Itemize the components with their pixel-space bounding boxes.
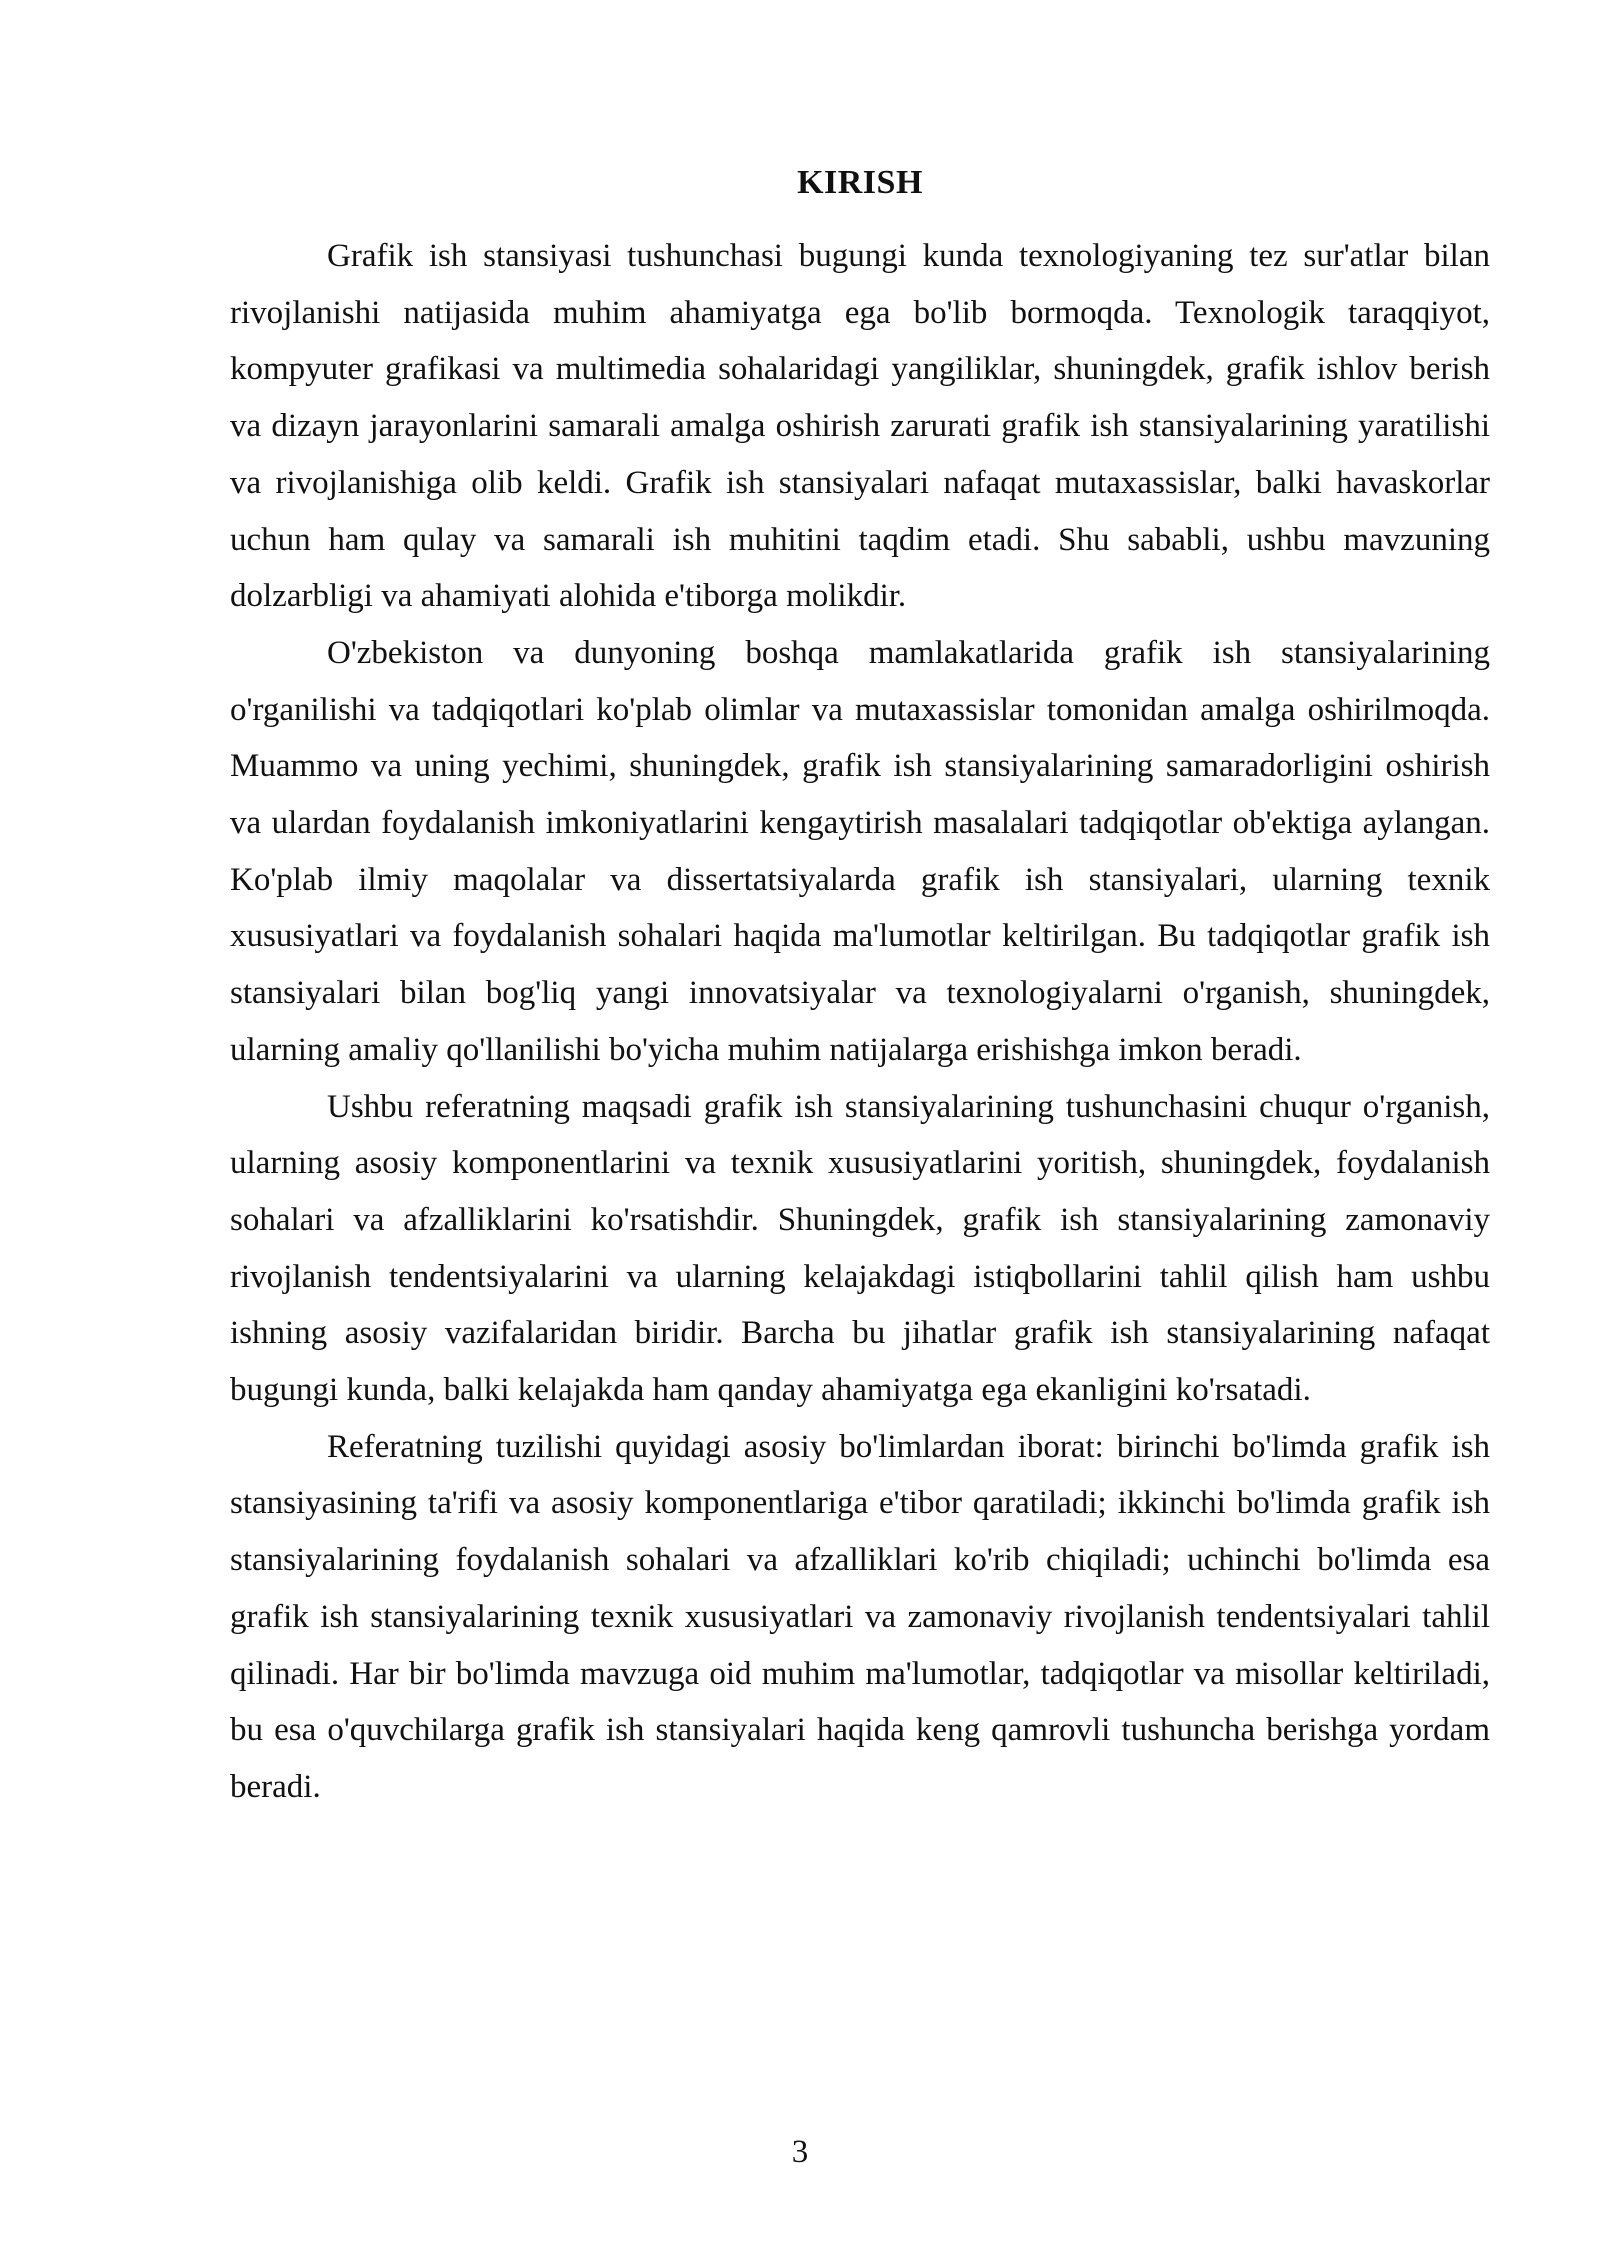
paragraph-2: O'zbekiston va dunyoning boshqa mamlakatlarida grafik ish stansiyalarining o'rganilishi va tadqiqotlari ko'plab olimlar va mutaxassislar tomonidan amalga oshirilmoqda. Muammo va uning yechimi, shuningdek, grafik ish stansiyalarining samaradorligini oshirish va ulardan foydalanish imkoniyatlarini kengaytirish masalalari tadqiqotlar ob'ektiga aylangan. Ko'plab ilmiy maqolalar va dissertatsiyalarda grafik ish stansiyalari, ularning texnik xususiyatlari va foydalanish sohalari haqida ma'lumotlar keltirilgan. Bu tadqiqotlar grafik ish stansiyalari bilan bog'liq yangi innovatsiyalar va texnologiyalarni o'rganish, shuningdek, ularning amaliy qo'llanilishi bo'yicha muhim natijalarga erishishga imkon beradi. [230, 634, 1490, 1068]
paragraph-3: Ushbu referatning maqsadi grafik ish stansiyalarining tushunchasini chuqur o'rganish, ularning asosiy komponentlarini va texnik xususiyatlarini yoritish, shuningdek, foydalanish sohalari va afzalliklarini ko'rsatishdir. Shuningdek, grafik ish stansiyalarining zamonaviy rivojlanish tendentsiyalarini va ularning kelajakdagi istiqbollarini tahlil qilish ham ushbu ishning asosiy vazifalaridan biridir. Barcha bu jihatlar grafik ish stansiyalarining nafaqat bugungi kunda, balki kelajakda ham qanday ahamiyatga ega ekanligini ko'rsatadi. [230, 1088, 1490, 1409]
section-title: KIRISH [797, 164, 923, 201]
paragraph-1: Grafik ish stansiyasi tushunchasi bugungi kunda texnologiyaning tez sur'atlar bilan rivojlanishi natijasida muhim ahamiyatga ega bo'lib bormoqda. Texnologik taraqqiyot, kompyuter grafikasi va multimedia sohalaridagi yangiliklar, shuningdek, grafik ishlov berish va dizayn jarayonlarini samarali amalga oshirish zarurati grafik ish stansiyalarining yaratilishi va rivojlanishiga olib keldi. Grafik ish stansiyalari nafaqat mutaxassislar, balki havaskorlar uchun ham qulay va samarali ish muhitini taqdim etadi. Shu sababli, ushbu mavzuning dolzarbligi va ahamiyati alohida e'tiborga molikdir. [230, 238, 1490, 615]
page-number: 3 [791, 2134, 809, 2170]
page-body [230, 160, 1490, 1816]
paragraph-4: Referatning tuzilishi quyidagi asosiy bo'limlardan iborat: birinchi bo'limda grafik ish stansiyasining ta'rifi va asosiy komponentlariga e'tibor qaratiladi; ikkinchi bo'limda grafik ish stansiyalarining foydalanish sohalari va afzalliklari ko'rib chiqiladi; uchinchi bo'limda esa grafik ish stansiyalarining texnik xususiyatlari va zamonaviy rivojlanish tendentsiyalari tahlil qilinadi. Har bir bo'limda mavzuga oid muhim ma'lumotlar, tadqiqotlar va misollar keltiriladi, bu esa o'quvchilarga grafik ish stansiyalari haqida keng qamrovli tushuncha berishga yordam beradi. [230, 1428, 1490, 1805]
